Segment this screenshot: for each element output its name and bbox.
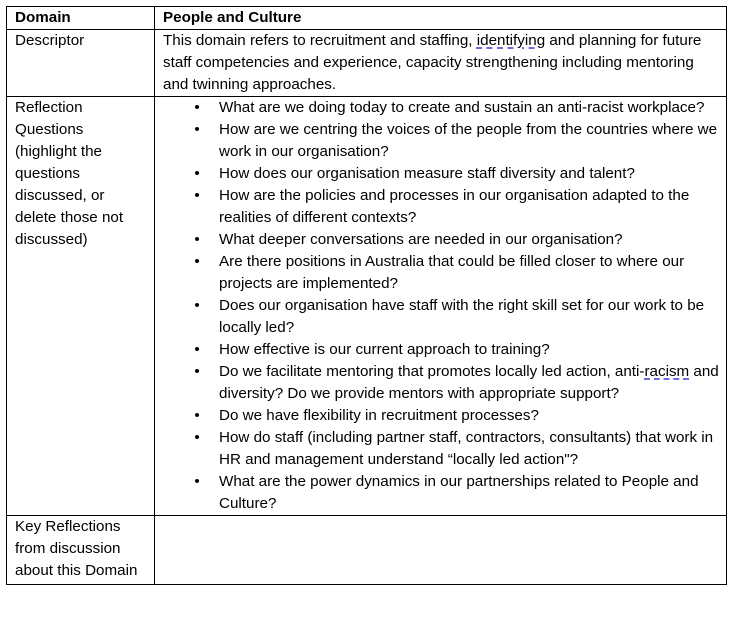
question-underlined-word: racism: [644, 363, 690, 380]
bullet-icon: •: [194, 407, 200, 424]
question-text: Do we facilitate mentoring that promotes locally led action, anti-: [219, 363, 645, 380]
bullet-icon: •: [194, 99, 200, 116]
descriptor-text: [155, 30, 727, 97]
reflection-questions-row: [7, 97, 727, 516]
bullet-icon: •: [194, 253, 200, 270]
list-item: [163, 97, 720, 119]
descriptor-underlined-word: identifying: [476, 32, 546, 49]
bullet-icon: •: [194, 165, 200, 182]
list-item: [163, 229, 720, 251]
list-item: [163, 471, 720, 515]
question-text: How do staff (including partner staff, contractors, consultants) that work in HR and management understand “locally led action"?: [219, 429, 714, 468]
descriptor-label: Descriptor: [7, 30, 155, 97]
question-text: How are the policies and processes in our organisation adapted to the realities of different contexts?: [219, 187, 690, 226]
question-text: Are there positions in Australia that could be filled closer to where our projects are implemented?: [219, 253, 685, 292]
reflection-label: Reflection Questions (highlight the questions discussed, or delete those not discussed): [7, 97, 155, 516]
bullet-icon: •: [194, 429, 200, 446]
domain-title: People and Culture: [155, 7, 727, 30]
descriptor-text-start: This domain refers to recruitment and staffing,: [163, 32, 477, 49]
question-text: How effective is our current approach to training?: [219, 341, 550, 358]
question-text: Do we have flexibility in recruitment processes?: [219, 407, 539, 424]
list-item: [163, 251, 720, 295]
question-text: What are the power dynamics in our partnerships related to People and Culture?: [219, 473, 699, 512]
key-reflections-input[interactable]: [155, 516, 727, 585]
question-text: What deeper conversations are needed in our organisation?: [219, 231, 623, 248]
reflection-questions-cell: [155, 97, 727, 516]
list-item: [163, 119, 720, 163]
list-item: [163, 339, 720, 361]
bullet-icon: •: [194, 341, 200, 358]
bullet-icon: •: [194, 473, 200, 490]
bullet-icon: •: [194, 187, 200, 204]
list-item: [163, 405, 720, 427]
descriptor-row: [7, 30, 727, 97]
bullet-icon: •: [194, 231, 200, 248]
header-row: [7, 7, 727, 30]
list-item: [163, 295, 720, 339]
list-item: [163, 427, 720, 471]
question-text: Does our organisation have staff with the right skill set for our work to be locally led?: [219, 297, 705, 336]
question-text: How are we centring the voices of the people from the countries where we work in our organisation?: [219, 121, 718, 160]
question-text: How does our organisation measure staff diversity and talent?: [219, 165, 635, 182]
question-text: What are we doing today to create and sustain an anti-racist workplace?: [219, 99, 705, 116]
descriptor-text-end: and planning for future staff competencies and experience, capacity strengthening including mentoring and twinning approaches.: [163, 32, 702, 93]
list-item: [163, 361, 720, 405]
bullet-icon: •: [194, 363, 200, 380]
list-item: [163, 163, 720, 185]
list-item: [163, 185, 720, 229]
key-reflections-row: [7, 516, 727, 585]
questions-list: [163, 97, 720, 515]
bullet-icon: •: [194, 297, 200, 314]
question-text-continued: and diversity? Do we provide mentors with appropriate support?: [219, 363, 719, 402]
domain-heading: Domain: [7, 7, 155, 30]
people-culture-table: [6, 6, 727, 585]
key-reflections-label: Key Reflections from discussion about this Domain: [7, 516, 155, 585]
bullet-icon: •: [194, 121, 200, 138]
